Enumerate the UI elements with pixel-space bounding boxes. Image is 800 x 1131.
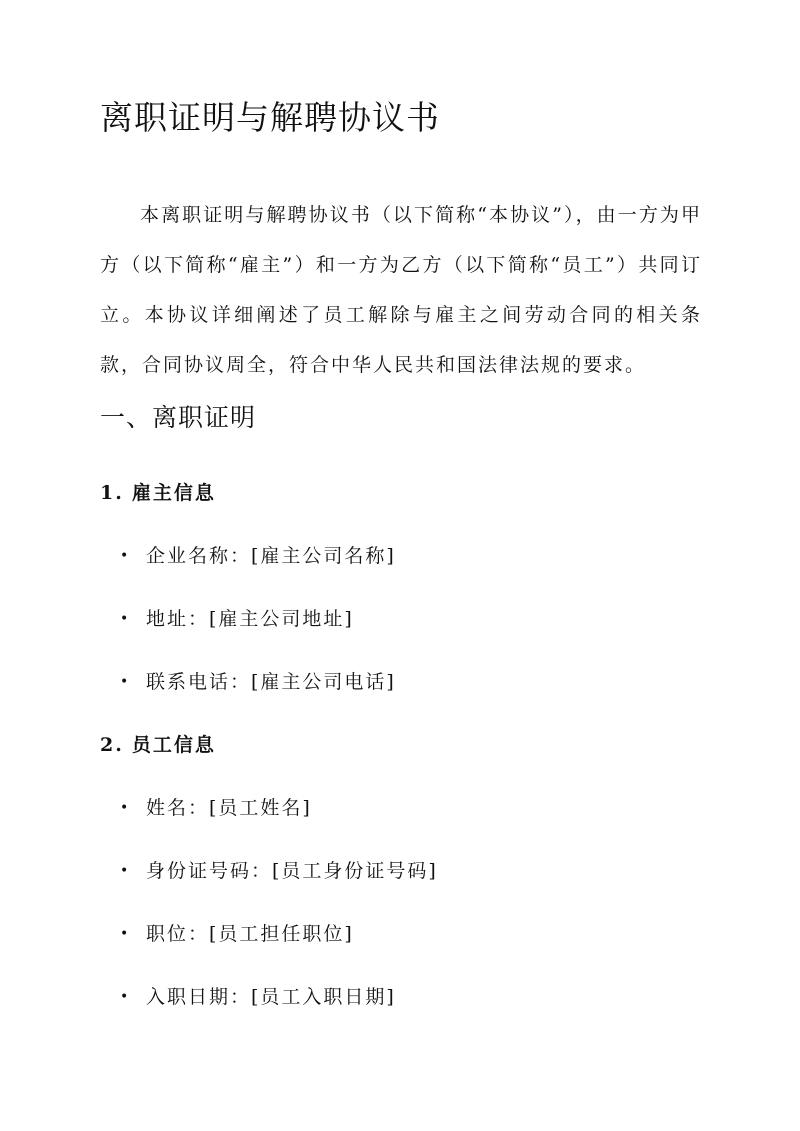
list-item: [120, 982, 438, 1045]
subsection-number: 2.: [100, 734, 124, 756]
subsection-number: 1.: [100, 482, 124, 504]
list-item-text: 地址：[雇主公司地址]: [146, 608, 354, 630]
list-item-text: 姓名：[员工姓名]: [146, 797, 312, 819]
list-item: [120, 604, 396, 667]
bullet-icon: •: [120, 674, 131, 690]
intro-paragraph: 本离职证明与解聘协议书（以下简称“本协议”），由一方为甲方（以下简称“雇主”）和一方为乙方（以下简称“员工”）共同订立。本协议详细阐述了员工解除与雇主之间劳动合同的相关条款，合同协议周全，符合中华人民共和国法律法规的要求。: [100, 204, 702, 376]
list-item-text: 身份证号码：[员工身份证号码]: [146, 860, 438, 882]
list-item: [120, 856, 438, 919]
list-item-text: 职位：[员工担任职位]: [146, 923, 354, 945]
list-item: [120, 541, 396, 604]
bullet-icon: •: [120, 611, 131, 627]
bullet-icon: •: [120, 989, 131, 1005]
bullet-icon: •: [120, 863, 131, 879]
section-heading-resignation-certificate: 一、离职证明: [100, 403, 257, 432]
bullet-icon: •: [120, 548, 131, 564]
subsection-heading-employee: [100, 730, 216, 760]
list-item: [120, 667, 396, 730]
employer-info-list: [120, 541, 396, 730]
list-item-text: 企业名称：[雇主公司名称]: [146, 545, 396, 567]
list-item: [120, 793, 438, 856]
list-item-text: 联系电话：[雇主公司电话]: [146, 671, 396, 693]
subsection-title: 雇主信息: [131, 482, 216, 504]
subsection-title: 员工信息: [131, 734, 216, 756]
employee-info-list: [120, 793, 438, 1045]
document-title: 离职证明与解聘协议书: [100, 98, 440, 137]
subsection-heading-employer: [100, 478, 216, 508]
list-item: [120, 919, 438, 982]
bullet-icon: •: [120, 926, 131, 942]
list-item-text: 入职日期：[员工入职日期]: [146, 986, 396, 1008]
bullet-icon: •: [120, 800, 131, 816]
